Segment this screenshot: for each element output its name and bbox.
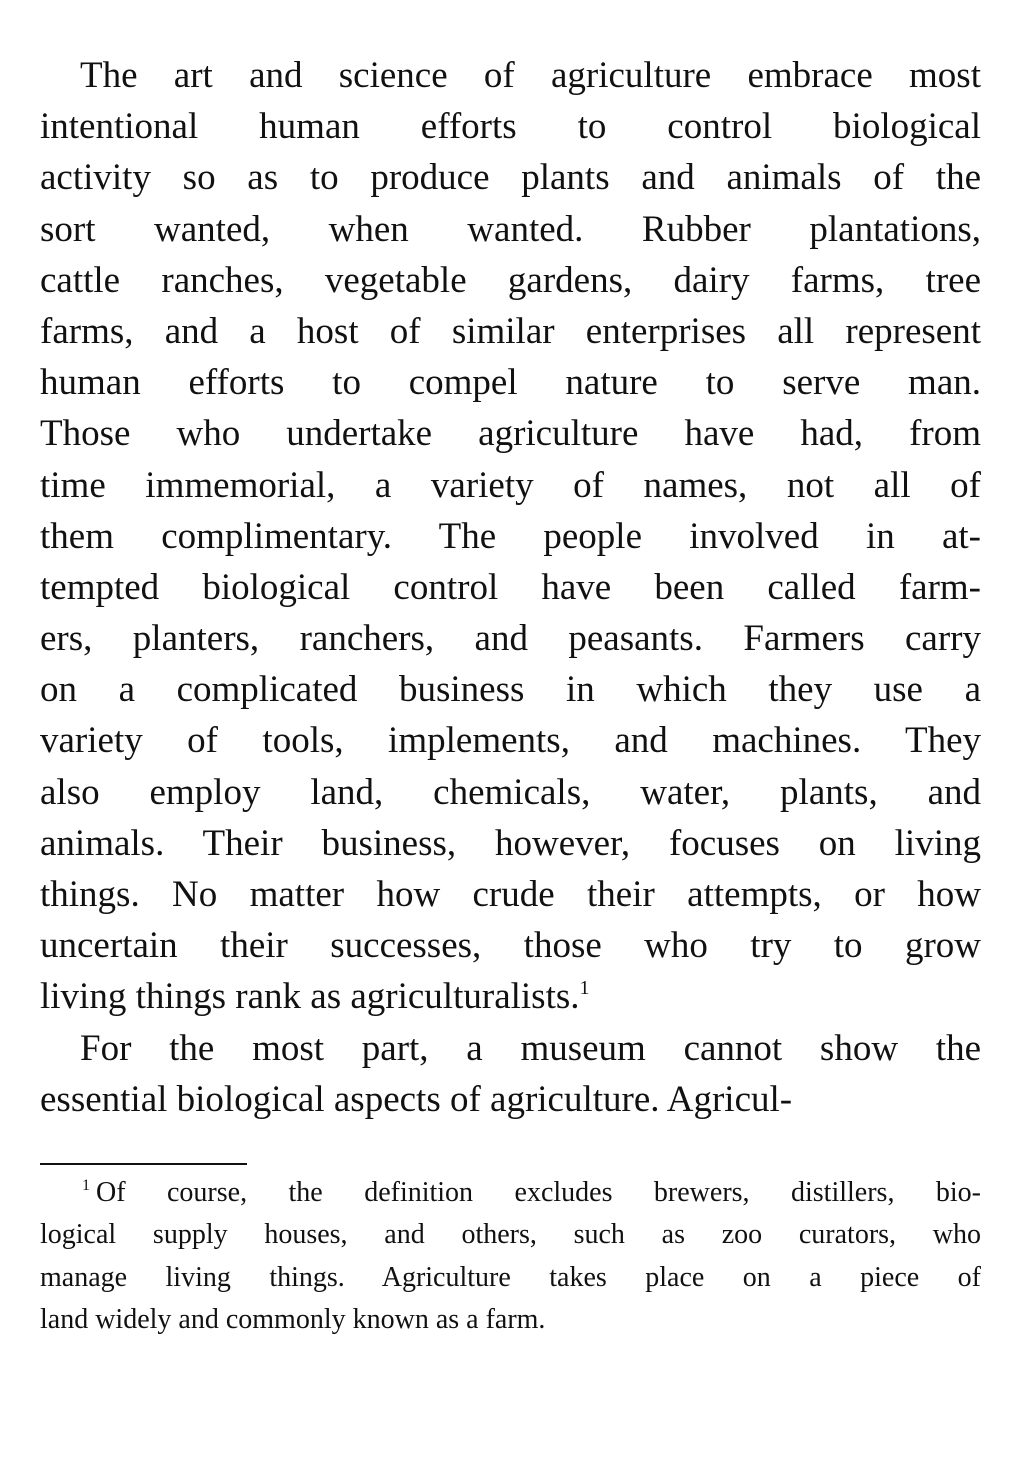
text-line: intentional human efforts to control biological xyxy=(40,106,981,148)
footnote-line xyxy=(40,1172,981,1214)
text-line: tempted biological control have been called farm- xyxy=(40,566,981,608)
text-line: Those who undertake agriculture have had, from xyxy=(40,413,981,455)
text-line: human efforts to compel nature to serve man. xyxy=(40,362,981,404)
text-line: things. No matter how crude their attempts, or how xyxy=(40,874,981,915)
text-line: time immemorial, a variety of names, not all of xyxy=(40,464,981,506)
text-line: activity so as to produce plants and animals of the xyxy=(40,157,981,199)
footnote-line: logical supply houses, and others, such as zoo curators, who xyxy=(40,1219,981,1251)
text-line: them complimentary. The people involved in at- xyxy=(40,515,981,557)
text-line: For the most part, a museum cannot show the xyxy=(80,1027,981,1069)
footnote xyxy=(40,1172,981,1341)
footnote-marker: 1 xyxy=(82,1177,90,1194)
text-line: sort wanted, when wanted. Rubber plantations, xyxy=(40,208,981,250)
main-text xyxy=(40,50,981,1125)
footnote-line: land widely and commonly known as a farm. xyxy=(40,1303,546,1335)
text-line: variety of tools, implements, and machines. They xyxy=(40,720,981,762)
text-line: cattle ranches, vegetable gardens, dairy farms, tree xyxy=(40,259,981,301)
text-line: animals. Their business, however, focuses on living xyxy=(40,822,981,864)
footnote-divider xyxy=(40,1163,247,1165)
text-line-content: living things rank as agriculturalists. xyxy=(40,976,580,1018)
text-line: essential biological aspects of agriculture. Agricul- xyxy=(40,1078,793,1120)
footnote-line-content: Of course, the definition excludes brewers, distillers, bio- xyxy=(96,1177,981,1208)
text-line: ers, planters, ranchers, and peasants. Farmers carry xyxy=(40,618,981,660)
text-line xyxy=(40,971,981,1022)
text-line: also employ land, chemicals, water, plants, and xyxy=(40,771,981,813)
footnote-reference: 1 xyxy=(579,977,590,1000)
text-line: The art and science of agriculture embrace most xyxy=(80,55,981,96)
text-line: uncertain their successes, those who try to grow xyxy=(40,925,981,967)
text-line: on a complicated business in which they use a xyxy=(40,669,981,711)
text-line: farms, and a host of similar enterprises all represent xyxy=(40,310,981,352)
footnote-line: manage living things. Agriculture takes place on a piece of xyxy=(40,1261,981,1293)
